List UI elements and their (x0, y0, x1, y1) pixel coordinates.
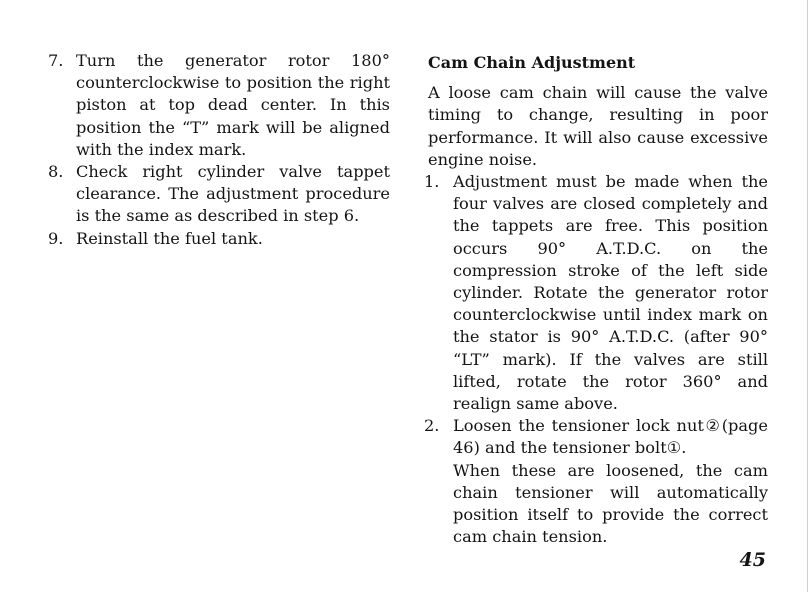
intro-paragraph: A loose cam chain will cause the valve timing to change, resulting in poor performance. It will also cause excessive engine noise. (428, 83, 768, 169)
step-text: Adjustment must be made when the four valves are closed completely and the tappets are free. This position occurs 90° A.T.D.C. on the compression stroke of the left side cylinder. Rotate the generator rotor counterclockwise until index mark on the stator is 90° A.T.D.C. (after 90° “LT” mark). If the valves are still lifted, rotate the rotor 360° and realign same above. (453, 172, 768, 414)
step-number: 2. (424, 416, 440, 436)
step-number: 1. (424, 172, 440, 192)
step-8 (48, 161, 390, 228)
steps-list (424, 171, 768, 548)
step-number: 7. (48, 51, 64, 70)
step-text: Reinstall the fuel tank. (76, 228, 263, 248)
left-column (48, 50, 390, 250)
step-note: When these are loosened, the cam chain tensioner will automatically position itself to provide the correct cam chain tension. (453, 460, 768, 547)
step-text: Turn the generator rotor 180° counterclockwise to position the right piston at top dead center. In this position the “T” mark will be aligned with the index mark. (76, 51, 390, 159)
step-text: Check right cylinder valve tappet clearance. The adjustment procedure is the same as described in step 6. (76, 162, 390, 226)
step-text: Loosen the tensioner lock nut②(page 46) and the tensioner bolt①. (453, 416, 768, 458)
right-column (424, 50, 768, 548)
step-7 (48, 50, 390, 161)
page-edge-divider (807, 0, 808, 592)
step-2 (424, 415, 768, 548)
section-heading: Cam Chain Adjustment (428, 53, 636, 72)
step-number: 8. (48, 162, 64, 182)
step-number: 9. (48, 228, 64, 248)
step-9 (48, 228, 390, 250)
step-1 (424, 171, 768, 415)
page-number: 45 (739, 549, 766, 571)
